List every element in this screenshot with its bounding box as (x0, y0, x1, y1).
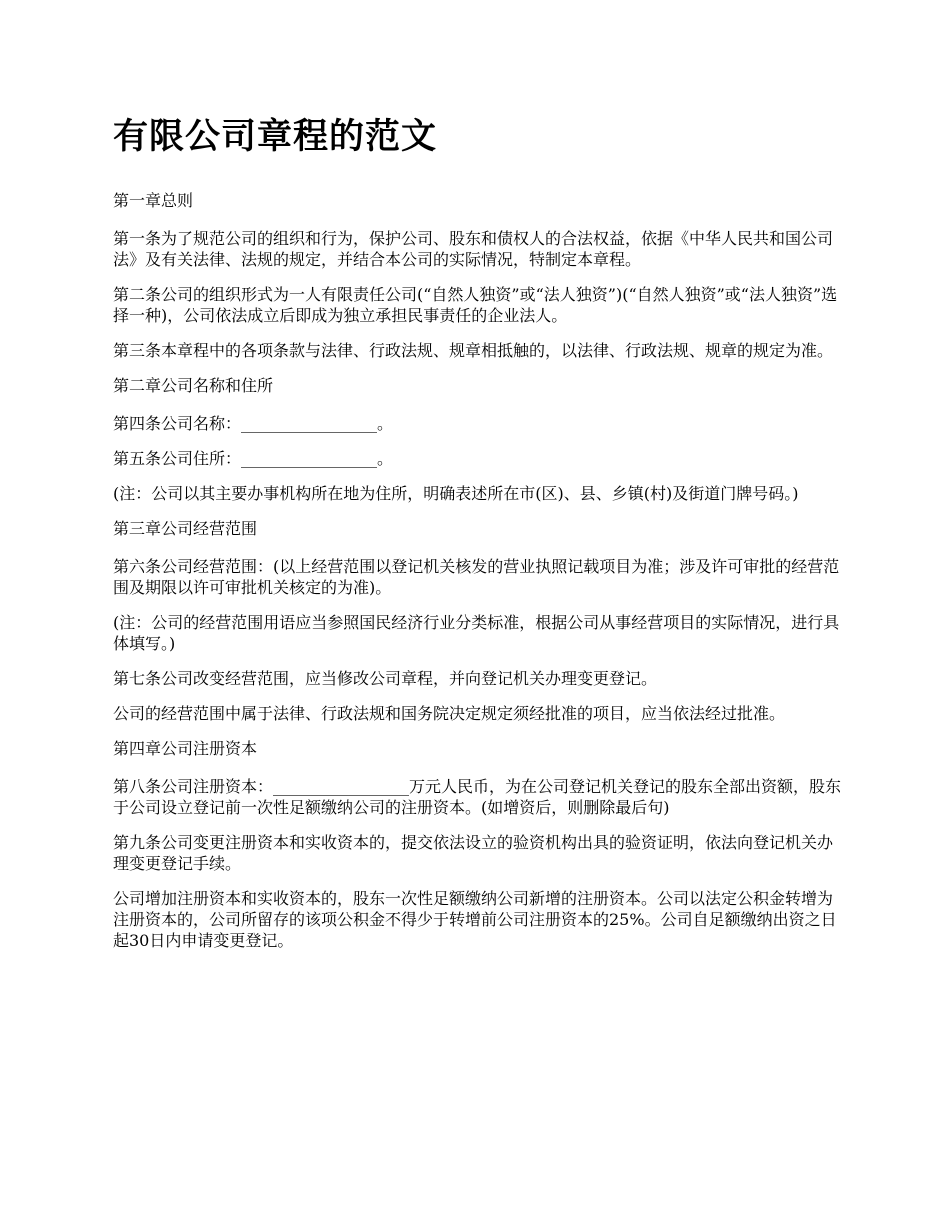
chapter-heading: 第四章公司注册资本 (113, 739, 258, 758)
chapter-heading: 第三章公司经营范围 (113, 519, 258, 538)
article-paragraph: 公司的经营范围中属于法律、行政法规和国务院决定规定须经批准的项目，应当依法经过批准。 (113, 704, 786, 723)
article-paragraph: 第一条为了规范公司的组织和行为，保护公司、股东和债权人的合法权益，依据《中华人民共和国公司法》及有关法律、法规的规定，并结合本公司的实际情况，特制定本章程。 (113, 229, 834, 269)
article-paragraph: 第五条公司住所：_________________。 (113, 449, 394, 468)
note-paragraph: (注：公司以其主要办事机构所在地为住所，明确表述所在市(区)、县、乡镇(村)及街道门牌号码。) (113, 484, 799, 503)
article-paragraph: 第四条公司名称：_________________。 (113, 414, 394, 433)
article-paragraph: 第八条公司注册资本：_________________万元人民币，为在公司登记机关登记的股东全部出资额，股东于公司设立登记前一次性足额缴纳公司的注册资本。(如增资后，则删除最后句) (113, 777, 842, 817)
article-paragraph: 公司增加注册资本和实收资本的，股东一次性足额缴纳公司新增的注册资本。公司以法定公积金转增为注册资本的，公司所留存的该项公积金不得少于转增前公司注册资本的25%。公司自足额缴纳出资之日起30日内申请变更登记。 (113, 889, 837, 950)
article-paragraph: 第三条本章程中的各项条款与法律、行政法规、规章相抵触的，以法律、行政法规、规章的规定为准。 (113, 341, 834, 360)
article-paragraph: 第九条公司变更注册资本和实收资本的，提交依法设立的验资机构出具的验资证明，依法向登记机关办理变更登记手续。 (113, 833, 834, 873)
chapter-heading: 第二章公司名称和住所 (113, 376, 274, 395)
article-paragraph: 第六条公司经营范围：(以上经营范围以登记机关核发的营业执照记载项目为准；涉及许可审批的经营范围及期限以许可审批机关核定的为准)。 (113, 557, 840, 597)
article-paragraph: 第七条公司改变经营范围，应当修改公司章程，并向登记机关办理变更登记。 (113, 669, 658, 688)
document-page (113, 110, 841, 965)
document-title: 有限公司章程的范文 (113, 116, 438, 157)
chapter-heading: 第一章总则 (113, 191, 194, 210)
note-paragraph: (注：公司的经营范围用语应当参照国民经济行业分类标准，根据公司从事经营项目的实际情况，进行具体填写。) (113, 613, 840, 653)
article-paragraph: 第二条公司的组织形式为一人有限责任公司(“自然人独资”或“法人独资”)(“自然人独资”或“法人独资”选择一种)，公司依法成立后即成为独立承担民事责任的企业法人。 (113, 285, 838, 325)
